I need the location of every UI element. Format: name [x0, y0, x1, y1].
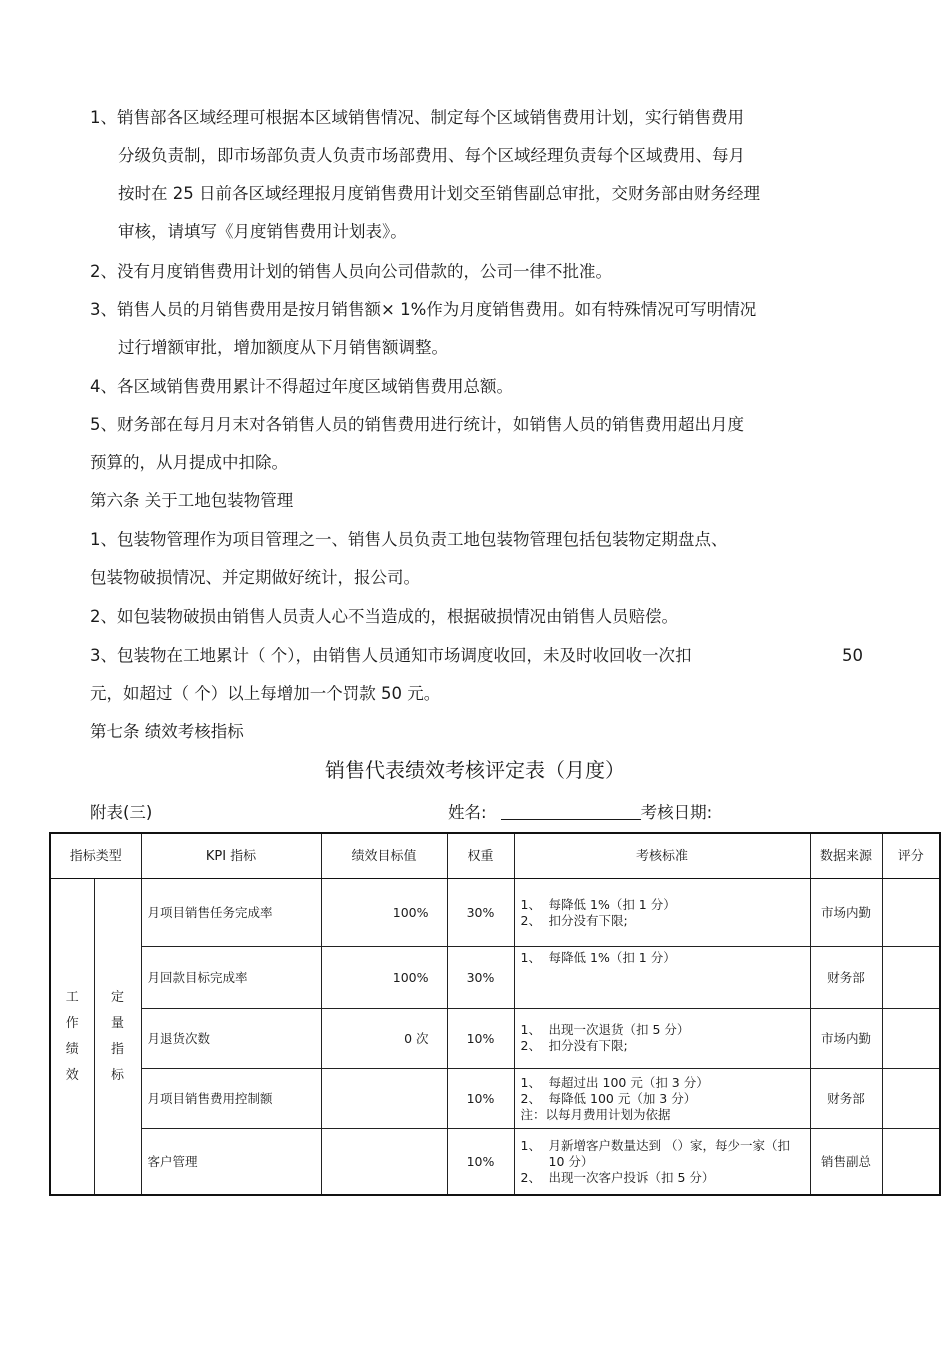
kpi-table [49, 832, 941, 1196]
form-title: 销售代表绩效考核评定表（月度） [325, 758, 625, 782]
kpi-weight: 10% [447, 1008, 514, 1068]
paragraph-5-line-2: 预算的，从月提成中扣除。 [90, 453, 288, 472]
table-row [50, 1129, 940, 1195]
paragraph-1-line-2: 分级负责制，即市场部负责人负责市场部费用、每个区域经理负责每个区域费用、每月 [118, 146, 745, 165]
name-label: 姓名: [448, 803, 487, 822]
table-header-row [50, 833, 940, 879]
kpi-name: 月回款目标完成率 [141, 947, 321, 1008]
paragraph-2: 2、没有月度销售费用计划的销售人员向公司借款的，公司一律不批准。 [90, 262, 612, 281]
table-row [50, 1008, 940, 1068]
header-category: 指标类型 [50, 833, 141, 879]
kpi-score-cell [882, 1008, 940, 1068]
paragraph-1-line-1: 1、销售部各区域经理可根据本区域销售情况、制定每个区域销售费用计划，实行销售费用 [90, 108, 744, 127]
kpi-criteria: 1、 每降低 1%（扣 1 分） 2、 扣分没有下限; [514, 879, 810, 947]
category-work-performance: 工 作 绩 效 [50, 879, 94, 1195]
article-7-heading: 第七条 绩效考核指标 [90, 722, 244, 741]
kpi-score-cell [882, 1129, 940, 1195]
header-source: 数据来源 [810, 833, 882, 879]
kpi-target [321, 1129, 447, 1195]
paragraph-5-line-1: 5、财务部在每月月末对各销售人员的销售费用进行统计，如销售人员的销售费用超出月度 [90, 415, 744, 434]
table-row [50, 947, 940, 1008]
kpi-score-cell [882, 879, 940, 947]
kpi-source: 财务部 [810, 947, 882, 1008]
article-6-item-2: 2、如包装物破损由销售人员责人心不当造成的，根据破损情况由销售人员赔偿。 [90, 607, 678, 626]
date-label: 考核日期: [640, 803, 713, 822]
header-weight: 权重 [447, 833, 514, 879]
category-quantitative: 定 量 指 标 [94, 879, 141, 1195]
paragraph-4: 4、各区域销售费用累计不得超过年度区域销售费用总额。 [90, 377, 513, 396]
kpi-target [321, 1068, 447, 1128]
kpi-weight: 10% [447, 1129, 514, 1195]
kpi-score-cell [882, 947, 940, 1008]
article-6-item-3-amount: 50 [842, 646, 863, 665]
kpi-criteria: 1、 每降低 1%（扣 1 分） [514, 947, 810, 1008]
kpi-source: 市场内勤 [810, 1008, 882, 1068]
kpi-weight: 30% [447, 947, 514, 1008]
name-blank-line [501, 803, 641, 820]
paragraph-1-line-4: 审核，请填写《月度销售费用计划表》。 [118, 222, 407, 241]
appendix-label: 附表(三) [90, 803, 153, 822]
article-6-item-1-line-1: 1、包装物管理作为项目管理之一、销售人员负责工地包装物管理包括包装物定期盘点、 [90, 530, 728, 549]
kpi-name: 月项目销售费用控制额 [141, 1068, 321, 1128]
header-criteria: 考核标准 [514, 833, 810, 879]
article-6-item-3-line-1: 3、包装物在工地累计（ 个），由销售人员通知市场调度收回，未及时收回收一次扣 [90, 646, 692, 665]
kpi-weight: 10% [447, 1068, 514, 1128]
kpi-name: 月退货次数 [141, 1008, 321, 1068]
header-score: 评分 [882, 833, 940, 879]
kpi-target: 100% [321, 947, 447, 1008]
kpi-target: 100% [321, 879, 447, 947]
paragraph-3-line-2: 过行增额审批，增加额度从下月销售额调整。 [118, 338, 448, 357]
article-6-item-3-line-2: 元，如超过（ 个）以上每增加一个罚款 50 元。 [90, 684, 441, 703]
kpi-name: 客户管理 [141, 1129, 321, 1195]
paragraph-3-line-1: 3、销售人员的月销售费用是按月销售额× 1%作为月度销售费用。如有特殊情况可写明情况 [90, 300, 757, 319]
table-row [50, 879, 940, 947]
kpi-criteria: 1、 月新增客户数量达到 （）家，每少一家（扣 10 分） 2、 出现一次客户投诉（扣 5 分） [514, 1129, 810, 1195]
paragraph-1-line-3: 按时在 25 日前各区域经理报月度销售费用计划交至销售副总审批，交财务部由财务经理 [118, 184, 760, 203]
kpi-source: 销售副总 [810, 1129, 882, 1195]
kpi-criteria: 1、 每超过出 100 元（扣 3 分） 2、 每降低 100 元（加 3 分） 注：以每月费用计划为依据 [514, 1068, 810, 1128]
kpi-source: 财务部 [810, 1068, 882, 1128]
header-target: 绩效目标值 [321, 833, 447, 879]
article-6-item-1-line-2: 包装物破损情况、并定期做好统计，报公司。 [90, 568, 420, 587]
kpi-target: 0 次 [321, 1008, 447, 1068]
table-row [50, 1068, 940, 1128]
name-field [448, 803, 712, 823]
kpi-score-cell [882, 1068, 940, 1128]
kpi-source: 市场内勤 [810, 879, 882, 947]
header-kpi: KPI 指标 [141, 833, 321, 879]
kpi-weight: 30% [447, 879, 514, 947]
kpi-criteria: 1、 出现一次退货（扣 5 分） 2、 扣分没有下限; [514, 1008, 810, 1068]
kpi-name: 月项目销售任务完成率 [141, 879, 321, 947]
article-6-heading: 第六条 关于工地包装物管理 [90, 491, 294, 510]
